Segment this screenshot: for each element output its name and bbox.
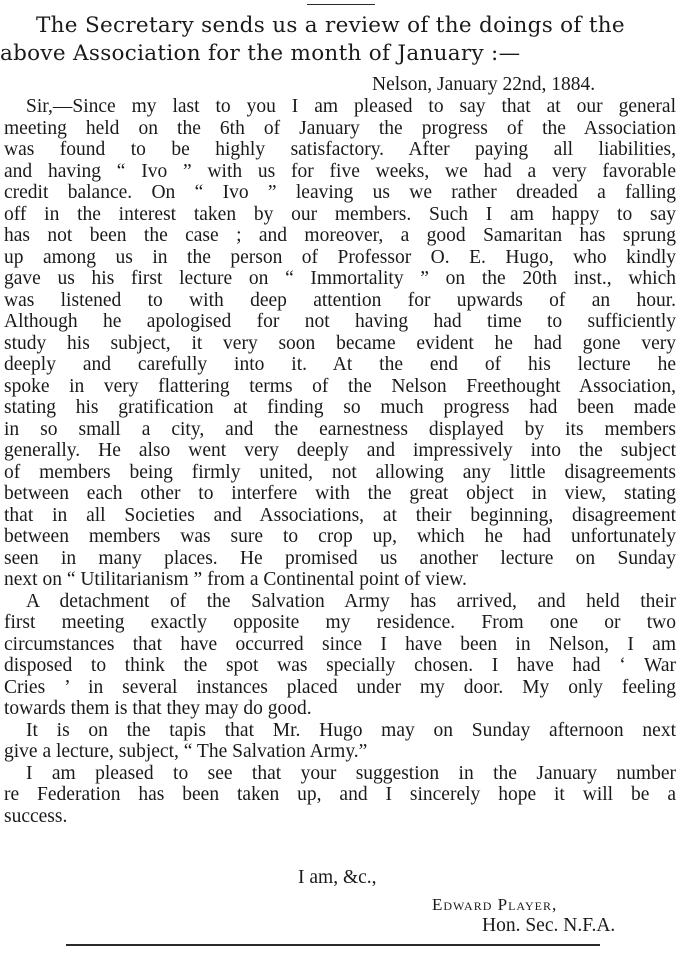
letter-paragraph [4, 720, 676, 763]
letter-line: and having “ Ivo ” with us for five weeks, we had a very favorable [4, 160, 676, 182]
letter-line: credit balance. On “ Ivo ” leaving us we rather dreaded a falling [4, 182, 676, 203]
signature-name: Edward Player, [432, 895, 558, 914]
letter-closing: I am, &c., [298, 867, 377, 888]
letter-line: between each other to interfere with the great object in view, stating [4, 483, 676, 504]
letter-line: Sir,—Since my last to you I am pleased to say that at our general [26, 96, 676, 117]
letter-line: towards them is that they may do good. [4, 698, 312, 719]
letter-paragraph [4, 96, 676, 591]
letter-line: spoke in very flattering terms of the Nelson Freethought Association, [4, 375, 676, 397]
intro-heading [0, 12, 680, 68]
letter-line: was found to be highly satisfactory. After paying all liabilities, [4, 139, 676, 160]
letter-line: give a lecture, subject, “ The Salvation Army.” [4, 741, 368, 762]
bottom-rule [66, 944, 600, 946]
letter-line: A detachment of the Salvation Army has arrived, and held their [26, 590, 676, 612]
letter-paragraph [4, 763, 676, 828]
letter-line: meeting held on the 6th of January the progress of the Association [4, 117, 676, 139]
letter-line: disposed to think the spot was specially chosen. I have had ‘ War [4, 655, 676, 676]
letter-line: study his subject, it very soon became evident he had gone very [4, 332, 676, 354]
letter-line: has not been the case ; and moreover, a good Samaritan has sprung [4, 225, 676, 246]
letter-line: seen in many places. He promised us another lecture on Sunday [4, 547, 676, 569]
letter-line: up among us in the person of Professor O. E. Hugo, who kindly [4, 246, 676, 268]
letter-line: It is on the tapis that Mr. Hugo may on Sunday afternoon next [26, 719, 676, 741]
letter-body [4, 96, 676, 827]
letter-line: generally. He also went very deeply and impressively into the subject [4, 440, 676, 461]
letter-line: was listened to with deep attention for upwards of an hour. [4, 289, 676, 311]
letter-line: re Federation has been taken up, and I sincerely hope it will be a [4, 784, 676, 805]
letter-line: I am pleased to see that your suggestion in the January number [26, 762, 676, 784]
letter-line: Although he apologised for not having had time to sufficiently [4, 311, 676, 332]
letter-line: first meeting exactly opposite my residence. From one or two [4, 612, 676, 633]
letter-dateline: Nelson, January 22nd, 1884. [372, 74, 596, 95]
letter-line: off in the interest taken by our members. Such I am happy to say [4, 203, 676, 225]
letter-line: stating his gratification at finding so much progress had been made [4, 397, 676, 418]
letter-line: circumstances that have occurred since I have been in Nelson, I am [4, 633, 676, 655]
letter-line: in so small a city, and the earnestness displayed by its members [4, 418, 676, 440]
top-rule [307, 4, 375, 5]
letter-line: success. [4, 805, 68, 827]
signature-title: Hon. Sec. N.F.A. [482, 915, 616, 936]
letter-line: Cries ’ in several instances placed under my door. My only feeling [4, 676, 676, 698]
letter-line: of members being firmly united, not allowing any little disagreements [4, 461, 676, 483]
intro-line-2: above Association for the month of January :— [0, 41, 521, 66]
letter-line: that in all Societies and Associations, at their beginning, disagreement [4, 504, 676, 526]
intro-line-1: The Secretary sends us a review of the doings of the [36, 13, 625, 38]
letter-line: next on “ Utilitarianism ” from a Continental point of view. [4, 569, 467, 590]
letter-line: gave us his first lecture on “ Immortality ” on the 20th inst., which [4, 268, 676, 289]
letter-line: between members was sure to crop up, which he had unfortunately [4, 526, 676, 547]
letter-paragraph [4, 591, 676, 720]
letter-line: deeply and carefully into it. At the end of his lecture he [4, 354, 676, 375]
